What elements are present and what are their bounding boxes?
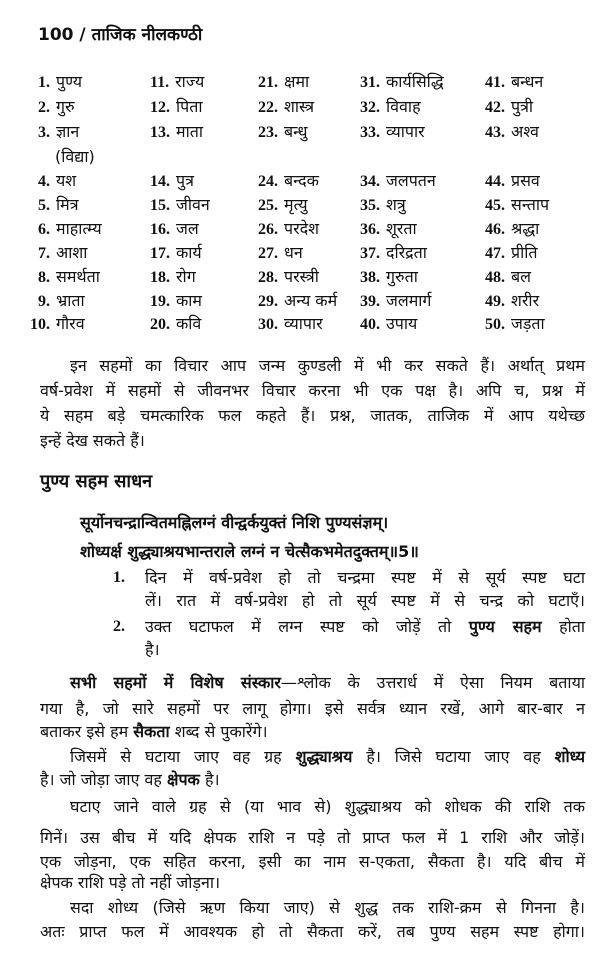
saham-item — [150, 96, 203, 118]
saham-item — [150, 71, 204, 93]
saham-number: 6. — [38, 221, 50, 238]
saham-item — [38, 170, 76, 192]
verse-line: शोध्यर्क्ष शुद्ध्याश्रयभान्तराले लग्नं न चेत्सैकभमेतदुक्तम्॥5॥ — [80, 542, 419, 561]
saham-item — [150, 170, 194, 192]
saham-number: 40. — [360, 316, 380, 333]
saham-number: 35. — [360, 197, 380, 214]
saham-name: कवि — [176, 314, 202, 333]
saham-name: व्यापार — [284, 314, 323, 333]
saham-item — [150, 121, 203, 143]
saham-number: 27. — [258, 245, 278, 262]
step-line: दिन में वर्ष-प्रवेश हो तो चन्द्रमा स्पष्ट में से सूर्य स्पष्ट घटा — [145, 568, 585, 587]
saham-item — [150, 194, 210, 216]
step-number: 1. — [113, 569, 125, 586]
saham-name: रोग — [176, 267, 196, 286]
paragraph-line: है। जो जोड़ा जाए वह क्षेपक है। — [40, 770, 220, 789]
saham-name: शूरता — [386, 219, 417, 238]
saham-number: 5. — [38, 197, 50, 214]
saham-number: 31. — [360, 74, 380, 91]
saham-number: 29. — [258, 293, 278, 310]
saham-name: परस्त्री — [284, 267, 319, 286]
saham-name: जल — [176, 219, 199, 238]
saham-name: मित्र — [56, 195, 79, 214]
saham-name: अश्व — [511, 122, 539, 141]
saham-name: यश — [56, 171, 77, 190]
saham-name: व्यापार — [386, 122, 425, 141]
paragraph-line: जिसमें से घटाया जाए वह ग्रह शुद्ध्याश्रय है। जिसे घटाया जाए वह शोध्य — [70, 747, 585, 766]
saham-name: प्रसव — [511, 171, 540, 190]
saham-name: शत्रु — [386, 195, 406, 214]
saham-name: जड़ता — [511, 314, 545, 333]
saham-item — [38, 121, 79, 143]
saham-name: पिता — [176, 97, 203, 116]
saham-number: 19. — [150, 293, 170, 310]
saham-name: समर्थता — [56, 267, 100, 286]
saham-item — [38, 218, 102, 240]
saham-item — [38, 266, 100, 288]
saham-number: 30. — [258, 316, 278, 333]
saham-name: जलमार्ग — [386, 291, 432, 310]
saham-item — [485, 170, 540, 192]
saham-name: बन्दक — [284, 171, 319, 190]
paragraph-line: इन्हें देख सकते हैं। — [40, 431, 145, 450]
saham-item — [150, 290, 202, 312]
saham-name: उपाय — [386, 314, 418, 333]
saham-item — [258, 290, 337, 312]
saham-number: 3. — [38, 124, 50, 141]
step-line: है। — [145, 640, 160, 659]
saham-number: 15. — [150, 197, 170, 214]
saham-name: जीवन — [176, 195, 210, 214]
verse-line: सूर्योनचन्द्रान्वितमह्निलग्नं वीन्द्वर्कयुक्तं निशि पुण्यसंज्ञम्। — [80, 513, 389, 532]
saham-item — [360, 96, 421, 118]
saham-item — [150, 218, 199, 240]
saham-name: पुत्र — [176, 171, 194, 190]
step-number: 2. — [113, 618, 125, 635]
saham-number: 47. — [485, 245, 505, 262]
paragraph-line: सभी सहमों में विशेष संस्कार—श्लोक के उत्तरार्ध में ऐसा नियम बताया — [70, 673, 585, 692]
saham-item — [360, 242, 427, 264]
saham-number: 9. — [38, 293, 50, 310]
saham-name: अन्य कर्म — [284, 291, 338, 310]
step-line: लें। रात में वर्ष-प्रवेश हो तो सूर्य स्पष्ट में से चन्द्र को घटाएँ। — [145, 591, 585, 610]
saham-number: 26. — [258, 221, 278, 238]
saham-number: 49. — [485, 293, 505, 310]
saham-item — [360, 313, 417, 335]
saham-name: माहात्म्य — [56, 219, 102, 238]
saham-name: पुत्री — [511, 97, 534, 116]
saham-number: 10. — [30, 316, 50, 333]
saham-name: प्रीति — [511, 243, 538, 262]
saham-number: 36. — [360, 221, 380, 238]
saham-name: सन्ताप — [511, 195, 550, 214]
saham-number: 8. — [38, 269, 50, 286]
paragraph-line: गिनें। उस बीच में यदि क्षेपक राशि न पड़े तो प्राप्त फल में 1 राशि और जोड़ें। — [40, 828, 585, 847]
saham-name: गुरुता — [386, 267, 418, 286]
saham-item — [150, 266, 196, 288]
saham-item — [485, 242, 538, 264]
paragraph-line: बताकर इसे हम सैकता शब्द से पुकारेंगे। — [40, 722, 268, 741]
saham-number: 18. — [150, 269, 170, 286]
book-title: ताजिक नीलकण्ठी — [91, 25, 203, 45]
running-header: 100 / ताजिक नीलकण्ठी — [38, 25, 203, 45]
saham-number: 41. — [485, 74, 505, 91]
saham-number: 4. — [38, 173, 50, 190]
saham-item — [258, 121, 307, 143]
saham-item — [485, 121, 539, 143]
saham-item — [360, 290, 431, 312]
saham-number: 34. — [360, 173, 380, 190]
saham-item — [485, 313, 545, 335]
saham-number: 16. — [150, 221, 170, 238]
saham-item — [258, 194, 308, 216]
paragraph-line: गया है, जो सारे सहमों पर लागू होगा। इसे सर्वत्र ध्यान रखें, आगे बार-बार न — [40, 699, 585, 718]
saham-name: दरिद्रता — [386, 243, 427, 262]
saham-number: 13. — [150, 124, 170, 141]
saham-item — [258, 218, 319, 240]
saham-number: 45. — [485, 197, 505, 214]
saham-number: 33. — [360, 124, 380, 141]
saham-name: बन्धन — [511, 72, 544, 91]
paragraph-line: वर्ष-प्रवेश में सहमों से जीवनभर विचार करना भी एक पक्ष है। अपि च, प्रश्न में — [40, 381, 585, 400]
page-number: 100 — [38, 25, 74, 45]
saham-name: भ्राता — [56, 291, 85, 310]
saham-number: 22. — [258, 99, 278, 116]
saham-name: बल — [511, 267, 531, 286]
saham-number: 37. — [360, 245, 380, 262]
saham-number: 23. — [258, 124, 278, 141]
saham-item — [38, 96, 75, 118]
saham-name: मृत्यु — [284, 195, 308, 214]
saham-name: धन — [284, 243, 303, 262]
saham-name: कार्यसिद्धि — [386, 72, 444, 91]
saham-number: 50. — [485, 316, 505, 333]
saham-item — [258, 71, 309, 93]
saham-number: 48. — [485, 269, 505, 286]
paragraph-line: इन सहमों का विचार आप जन्म कुण्डली में भी कर सकते हैं। अर्थात् प्रथम — [70, 356, 585, 375]
saham-number: 28. — [258, 269, 278, 286]
saham-item — [485, 290, 539, 312]
saham-item — [485, 218, 539, 240]
saham-number: 20. — [150, 316, 170, 333]
saham-item — [360, 266, 418, 288]
saham-number: 21. — [258, 74, 278, 91]
saham-number: 38. — [360, 269, 380, 286]
saham-item — [360, 121, 425, 143]
saham-number: 12. — [150, 99, 170, 116]
saham-item — [360, 170, 436, 192]
paragraph-line: सदा शोध्य (जिसे ऋण किया जाए) से शुद्ध तक राशि-क्रम से गिनना है। — [70, 898, 585, 917]
saham-item — [485, 194, 549, 216]
saham-number: 24. — [258, 173, 278, 190]
saham-item — [485, 266, 531, 288]
step-line: उक्त घटाफल में लग्न स्पष्ट को जोड़ें तो पुण्य सहम होता — [145, 617, 586, 636]
saham-item — [30, 313, 85, 335]
saham-name: गौरव — [56, 314, 85, 333]
saham-item — [258, 266, 319, 288]
saham-name: पुण्य — [56, 72, 82, 91]
saham-3-note: (विद्या) — [55, 147, 95, 166]
saham-name: आशा — [56, 243, 88, 262]
paragraph-line: अतः प्राप्त फल में आवश्यक हो तो सैकता करें, तब पुण्य सहम स्पष्ट होगा। — [40, 922, 585, 941]
paragraph-line: क्षेपक राशि पड़े तो नहीं जोड़ना। — [40, 873, 221, 892]
saham-item — [360, 71, 444, 93]
saham-number: 14. — [150, 173, 170, 190]
saham-name: श्रद्धा — [511, 219, 540, 238]
saham-number: 25. — [258, 197, 278, 214]
saham-item — [38, 194, 79, 216]
saham-number: 2. — [38, 99, 50, 116]
saham-item — [485, 71, 543, 93]
saham-number: 44. — [485, 173, 505, 190]
saham-name: गुरु — [56, 97, 75, 116]
saham-number: 7. — [38, 245, 50, 262]
saham-name: जलपतन — [386, 171, 436, 190]
saham-item — [360, 194, 406, 216]
saham-number: 32. — [360, 99, 380, 116]
paragraph-line: एक जोड़ना, एक सहित करना, इसी का नाम स-एकता, सैकता है। यदि बीच में — [40, 852, 585, 871]
saham-name: काम — [176, 291, 203, 310]
saham-name: शरीर — [511, 291, 540, 310]
saham-name: क्षमा — [284, 72, 310, 91]
saham-number: 11. — [150, 74, 170, 91]
section-heading: पुण्य सहम साधन — [40, 471, 153, 492]
saham-item — [258, 96, 314, 118]
saham-name: शास्त्र — [284, 97, 315, 116]
saham-number: 46. — [485, 221, 505, 238]
saham-name: ज्ञान — [56, 122, 80, 141]
saham-name: राज्य — [175, 72, 205, 91]
saham-number: 43. — [485, 124, 505, 141]
saham-name: विवाह — [386, 97, 421, 116]
saham-item — [38, 71, 82, 93]
saham-name: माता — [176, 122, 203, 141]
saham-name: बन्धु — [284, 122, 308, 141]
saham-item — [150, 313, 201, 335]
saham-item — [360, 218, 417, 240]
saham-number: 17. — [150, 245, 170, 262]
saham-name: कार्य — [176, 243, 202, 262]
saham-number: 1. — [38, 74, 50, 91]
saham-item — [258, 242, 303, 264]
saham-name: परदेश — [284, 219, 320, 238]
saham-number: 42. — [485, 99, 505, 116]
saham-item — [150, 242, 202, 264]
paragraph-line: ये सहम बड़े चमत्कारिक फल कहते हैं। प्रश्न, जातक, ताजिक में आप यथेच्छ — [40, 406, 585, 425]
saham-item — [38, 290, 85, 312]
saham-item — [38, 242, 87, 264]
saham-number: 39. — [360, 293, 380, 310]
saham-item — [485, 96, 533, 118]
saham-item — [258, 170, 319, 192]
saham-item — [258, 313, 323, 335]
paragraph-line: घटाए जाने वाले ग्रह से (या भाव से) शुद्ध्याश्रय को शोधक की राशि तक — [70, 797, 585, 816]
